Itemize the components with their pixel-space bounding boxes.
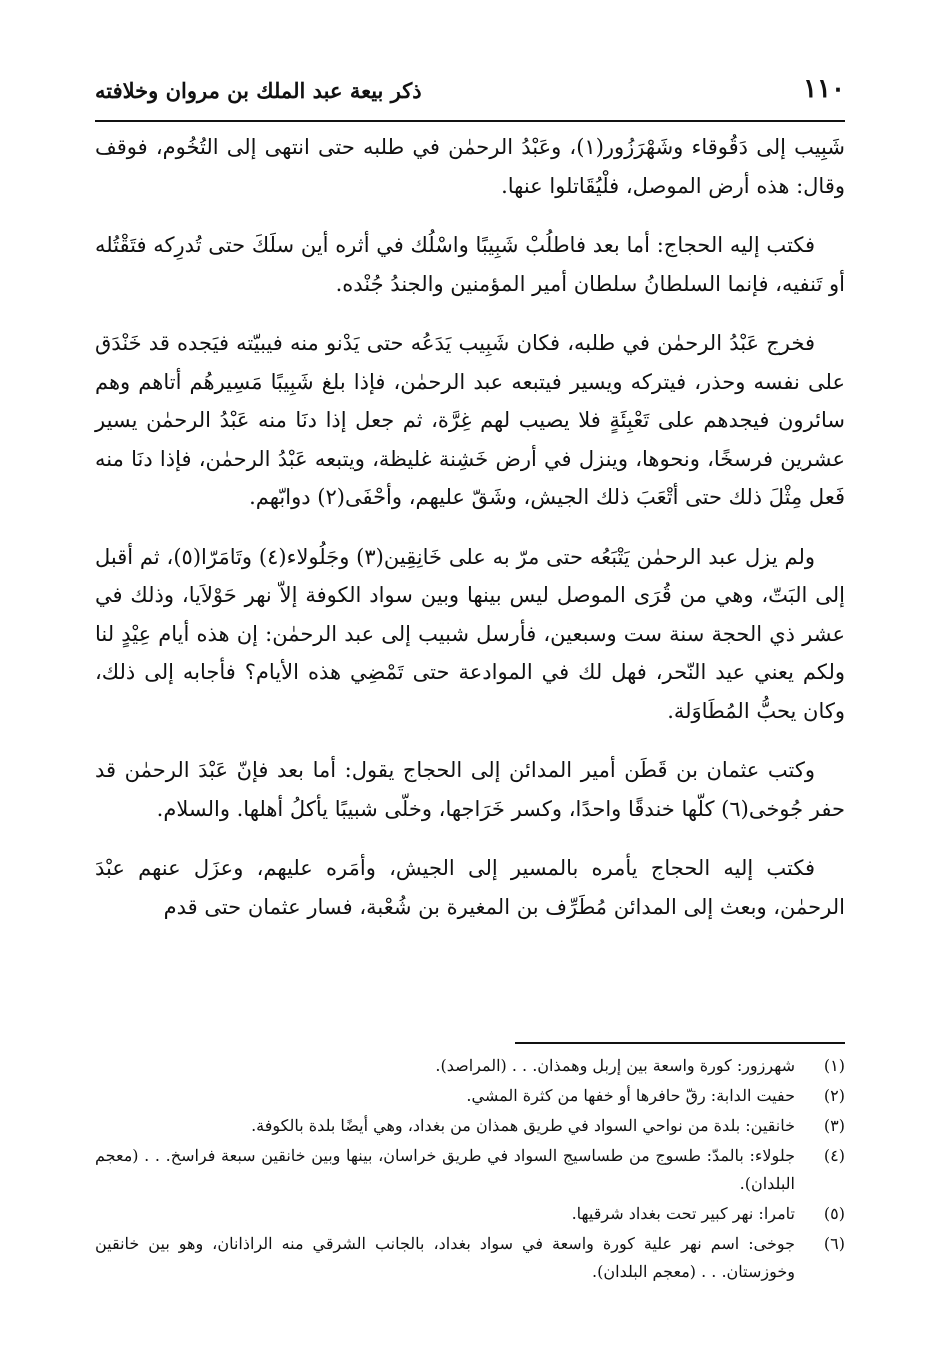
footnote: [95, 1112, 845, 1140]
paragraph: فكتب إليه الحجاج يأمره بالمسير إلى الجيش، وأمَره عليهم، وعزَل عنهم عبْدَ الرحمٰن، وبعث إلى المدائن مُطَرِّف بن المغيرة بن شُعْبة، فسار عثمان حتى قدم: [95, 856, 845, 919]
footnote-number: (٥): [823, 1204, 845, 1223]
footnote: [95, 1230, 845, 1286]
footnote: [95, 1200, 845, 1228]
paragraph: ولم يزل عبد الرحمٰن يَتْبَعُه حتى مرّ به على خَانِقِين(٣) وجَلُولاء(٤) وتَامَرّا(٥)، ثم أقبل إلى البَتّ، وهي من قُرَى الموصل ليس بينها وبين سواد الكوفة إلاّ نهر حَوْلاَيا، وذلك في عشر ذي الحجة سنة ست وسبعين، فأرسل شبيب إلى عبد الرحمٰن: إن هذه أيام عِيْدٍ لنا ولكم يعني عيد النّحر، فهل لك في الموادعة حتى تَمْضِي هذه الأيام؟ فأجابه إلى ذلك، وكان يحبُّ المُطَاوَلة.: [95, 544, 845, 723]
footnote-text: تامرا: نهر كبير تحت بغداد شرقيها.: [571, 1204, 795, 1223]
running-title: ذكر بيعة عبد الملك بن مروان وخلافته: [95, 78, 422, 103]
footnote: [95, 1142, 845, 1198]
footnote-number: (٤): [823, 1146, 845, 1165]
footnote-number: (٢): [823, 1086, 845, 1105]
footnote: [95, 1082, 845, 1110]
paragraph: وكتب عثمان بن قَطَن أمير المدائن إلى الحجاج يقول: أما بعد فإنّ عَبْدَ الرحمٰن قد حفر جُوخى(٦) كلّها خندقًا واحدًا، وكسر خَرَاجها، وخلّى شبيبًا يأكلُ أهلها. والسلام.: [95, 758, 845, 821]
paragraph: فكتب إليه الحجاج: أما بعد فاطلُبْ شَبِيبًا واسْلُك في أثره أين سلَكَ حتى تُدرِكه فتَقْتُله أو تَنفيه، فإنما السلطانُ سلطان أمير المؤمنين والجندُ جُنْده.: [95, 233, 845, 296]
footnote-number: (٣): [823, 1116, 845, 1135]
footnotes: [95, 1052, 845, 1288]
page-header: [95, 74, 845, 122]
paragraph: فخرج عَبْدُ الرحمٰن في طلبه، فكان شَبِيب يَدَعُه حتى يَدْنو منه فيبيّته فيَجده قد خَنْدَق على نفسه وحذر، فيتركه ويسير فيتبعه عبد الرحمٰن، فإذا بلغ شَبِيبًا مَسِيرهُم أتاهم وهم سائرون فيجدهم على تَعْبِئَةٍ فلا يصيب لهم غِرَّة، ثم جعل إذا دنَا منه عَبْدُ الرحمٰن يسير عشرين فرسخًا، ونحوها، وينزل في أرض خَشِنة غليظة، ويتبعه عَبْدُ الرحمٰن، فإذا دنَا منه فَعل مِثْلَ ذلك حتى أتْعَبَ ذلك الجيش، وشَقّ عليهم، وأحْفَى(٢) دوابّهم.: [95, 331, 845, 509]
footnote-text: شهرزور: كورة واسعة بين إربل وهمذان. . . (المراصد).: [435, 1056, 795, 1075]
footnote-text: حفيت الدابة: رقّ حافرها أو خفها من كثرة المشي.: [466, 1086, 795, 1105]
main-text: [95, 128, 845, 947]
page-number: ١١٠: [803, 74, 845, 104]
paragraph: شَبِيب إلى دَقُوقاء وشَهْرَزُور(١)، وعَبْدُ الرحمٰن في طلبه حتى انتهى إلى التُخُوم، فوقف وقال: هذه أرض الموصل، فلْيُقَاتلوا عنها.: [95, 135, 845, 198]
footnote-text: خانقين: بلدة من نواحي السواد في طريق همذان من بغداد، وهي أيضًا بلدة بالكوفة.: [251, 1116, 795, 1135]
footnote: [95, 1052, 845, 1080]
footnote-number: (١): [823, 1056, 845, 1075]
footnote-text: جلولاء: بالمدّ: طسوج من طساسيج السواد في طريق خراسان، بينها وبين خانقين سبعة فراسخ. . . (معجم البلدان).: [95, 1146, 795, 1193]
footnote-separator: [515, 1042, 845, 1044]
footnote-text: جوخى: اسم نهر علية كورة واسعة في سواد بغداد، بالجانب الشرقي منه الراذانان، وهو بين خانقين وخوزستان. . . (معجم البلدان).: [95, 1234, 796, 1281]
footnote-number: (٦): [823, 1234, 845, 1253]
